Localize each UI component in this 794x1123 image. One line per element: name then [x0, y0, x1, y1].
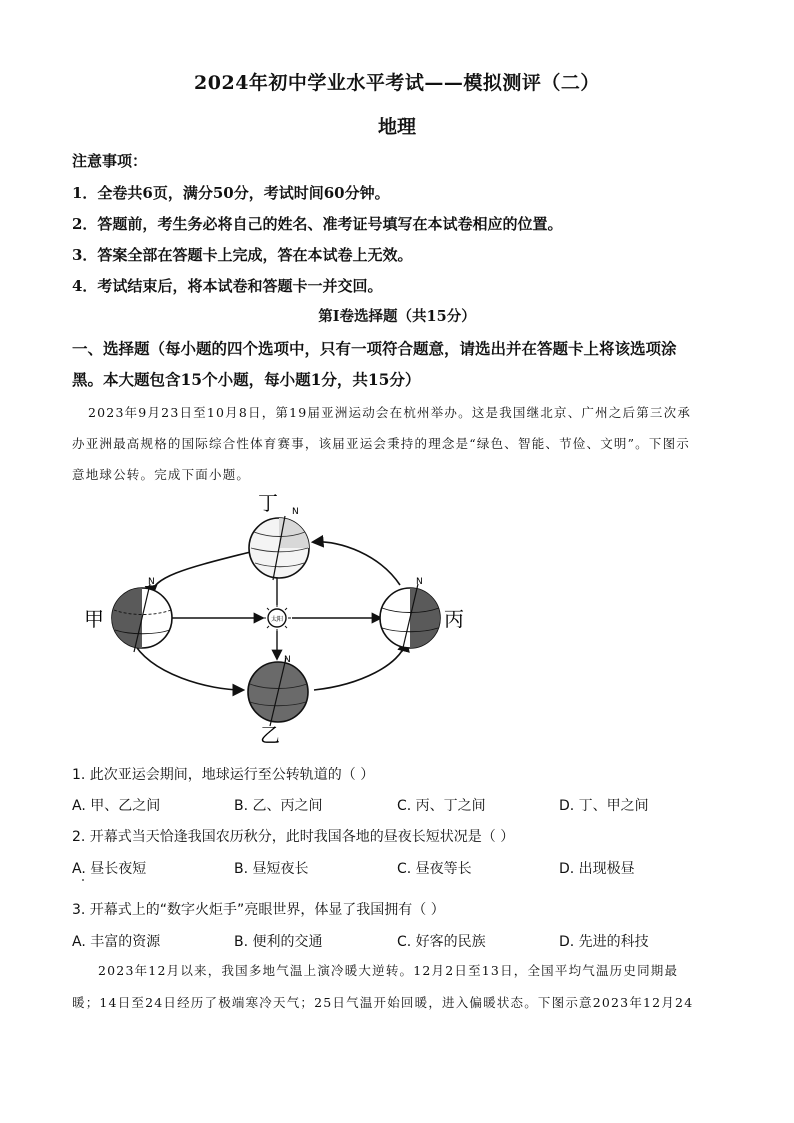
option-a: A. 甲、乙之间 [72, 798, 161, 814]
question-stem: 3. 开幕式上的“数字火炬手”亮眼世界，体显了我国拥有（ ） [72, 902, 445, 918]
material-paragraph: 2023年9月23日至10月8日，第19届亚洲运动会在杭州举办。这是我国继北京、广州之后第三次承 [88, 405, 692, 420]
notice-heading: 注意事项： [72, 152, 148, 170]
material-paragraph: 意地球公转。完成下面小题。 [72, 467, 251, 482]
earth-revolution-figure [80, 490, 500, 750]
part-title: 第Ⅰ卷选择题（共15分） [318, 308, 476, 325]
notice-item: 4．考试结束后，将本试卷和答题卡一并交回。 [72, 277, 383, 295]
option-c: C. 昼夜等长 [397, 861, 472, 877]
notice-item: 3．答案全部在答题卡上完成，答在本试卷上无效。 [72, 246, 413, 264]
north-pole-label: N [292, 507, 299, 517]
scan-speck [82, 879, 84, 881]
option-b: B. 昼短夜长 [234, 861, 309, 877]
position-label-yi: 乙 [260, 723, 280, 747]
option-c: C. 丙、丁之间 [397, 798, 486, 814]
sun-label: 太阳 [270, 616, 284, 623]
position-label-ding: 丁 [258, 491, 278, 515]
option-b: B. 便利的交通 [234, 934, 323, 950]
position-label-bing: 丙 [444, 607, 464, 631]
position-label-jia: 甲 [84, 607, 104, 631]
material-paragraph: 暖；14日至24日经历了极端寒冷天气；25日气温开始回暖，进入偏暖状态。下图示意2023年12月24 [72, 995, 694, 1010]
question-stem: 1. 此次亚运会期间，地球运行至公转轨道的（ ） [72, 767, 375, 783]
orbit-arc [314, 642, 406, 690]
option-d: D. 丁、甲之间 [559, 798, 649, 814]
north-pole-label: N [148, 577, 155, 587]
notice-item: 1．全卷共6页，满分50分，考试时间60分钟。 [72, 184, 390, 202]
option-d: D. 出现极昼 [559, 861, 635, 877]
material-paragraph: 办亚洲最高规格的国际综合性体育赛事，该届亚运会秉持的理念是“绿色、智能、节俭、文明”。下图示 [72, 436, 690, 451]
earth-bing-icon [380, 577, 440, 652]
option-c: C. 好客的民族 [397, 934, 486, 950]
material-paragraph: 2023年12月以来，我国多地气温上演冷暖大逆转。12月2日至13日，全国平均气温历史同期最 [98, 963, 679, 978]
orbit-arc [152, 550, 258, 595]
subject-title: 地理 [377, 116, 416, 138]
option-a: A. 丰富的资源 [72, 934, 161, 950]
question-stem: 2. 开幕式当天恰逢我国农历秋分，此时我国各地的昼夜长短状况是（ ） [72, 829, 515, 845]
north-pole-label: N [416, 577, 423, 587]
north-pole-label: N [284, 655, 291, 665]
sun-icon [263, 604, 291, 632]
section-instructions: 黑。本大题包含15个小题，每小题1分，共15分） [72, 370, 421, 389]
orbit-arc [314, 542, 400, 585]
earth-ding-icon [249, 507, 309, 580]
exam-title: 2024年初中学业水平考试——模拟测评（二） [194, 72, 600, 94]
earth-jia-icon [112, 577, 172, 652]
notice-item: 2．答题前，考生务必将自己的姓名、准考证号填写在本试卷相应的位置。 [72, 215, 563, 233]
option-d: D. 先进的科技 [559, 934, 649, 950]
earth-yi-icon [248, 655, 308, 726]
section-instructions: 一、选择题（每小题的四个选项中，只有一项符合题意，请选出并在答题卡上将该选项涂 [72, 339, 677, 358]
option-b: B. 乙、丙之间 [234, 798, 323, 814]
option-a: A. 昼长夜短 [72, 861, 147, 877]
